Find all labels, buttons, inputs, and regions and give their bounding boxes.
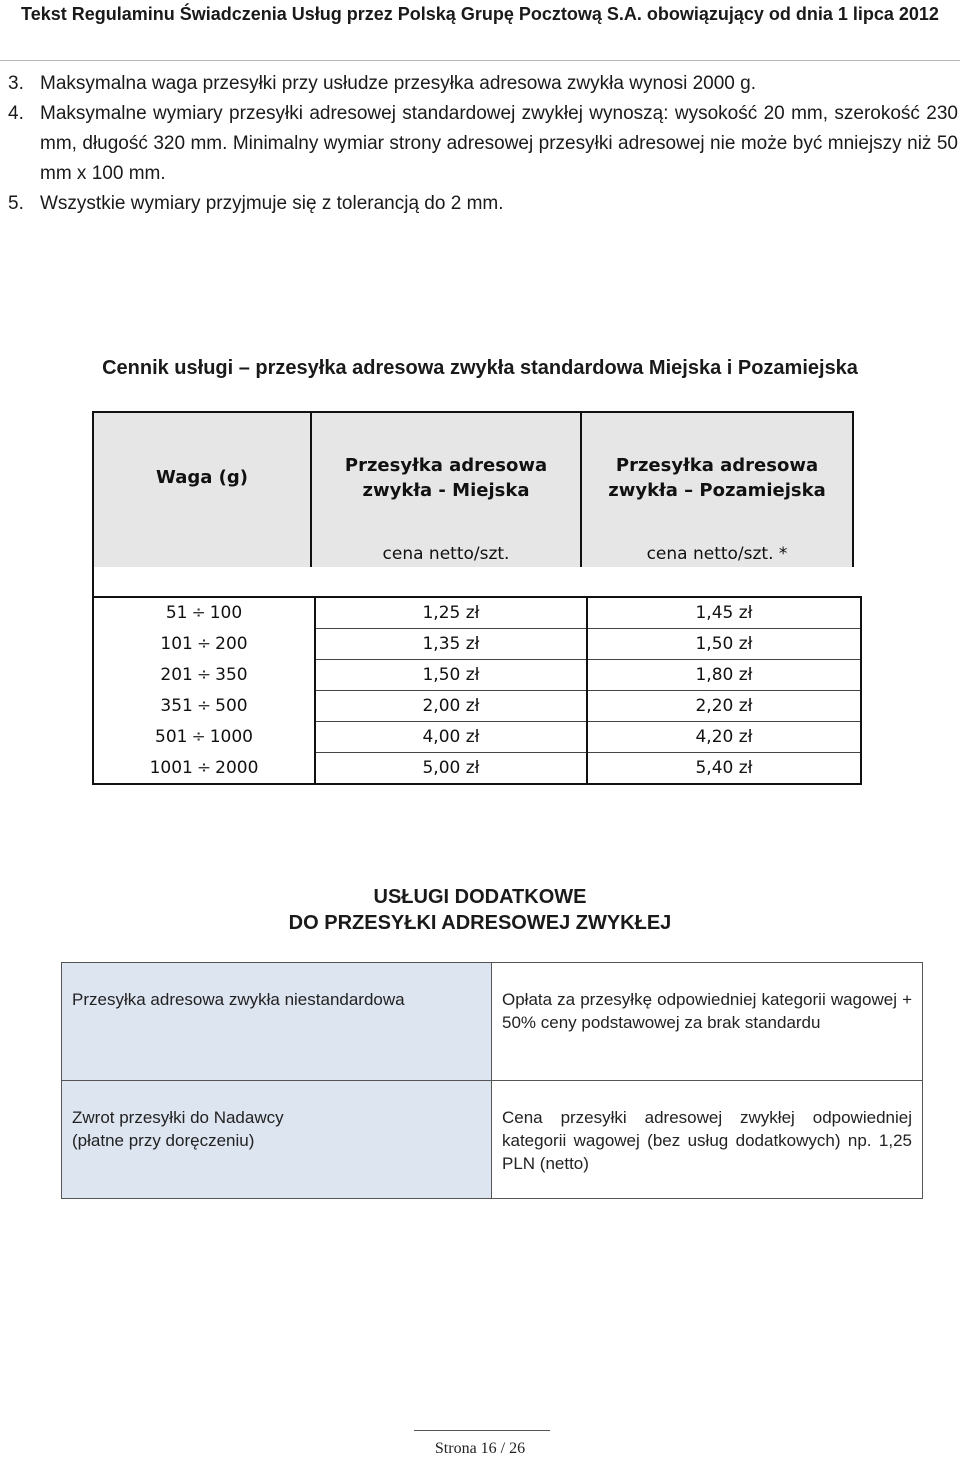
weight-to: 350 [215,665,248,685]
rule-number: 3. [8,73,24,94]
weight-range-cell [93,597,315,629]
price-pozamiejska-cell: 1,50 zł [587,629,861,660]
weight-to: 1000 [209,727,253,747]
weight-to: 200 [215,634,248,654]
extra-service-name: Zwrot przesyłki do Nadawcy [72,1108,284,1127]
header-label-pozamiejska-2: zwykła – Pozamiejska [608,480,826,501]
extra-service-cell [62,1081,492,1199]
header-label-miejska-2: zwykła - Miejska [362,480,530,501]
rule-item-5 [8,189,958,219]
table-row [93,691,861,722]
header-sub-miejska: cena netto/szt. [382,544,510,564]
table-row [93,753,861,785]
rule-number: 4. [8,103,24,124]
header-label-miejska-1: Przesyłka adresowa [344,455,548,476]
page-number: Strona 16 / 26 [434,1440,526,1457]
rule-text: Maksymalne wymiary przesyłki adresowej standardowej zwykłej wynoszą: wysokość 20 mm, szerokość 230 mm, długość 320 mm. Minimalny wymiar strony adresowej przesyłki adresowej nie może być mniejszy niż 50 mm x 100 mm. [40,103,958,184]
weight-from: 351 [160,696,193,716]
weight-to: 500 [215,696,248,716]
price-miejska-cell: 1,35 zł [315,629,587,660]
document-header: Tekst Regulaminu Świadczenia Usług przez Polską Grupę Pocztową S.A. obowiązujący od dnia 1 lipca 2012 [21,4,939,24]
price-table-title: Cennik usługi – przesyłka adresowa zwykła standardowa Miejska i Pozamiejska [102,357,858,379]
range-separator: ÷ [196,696,212,716]
header-cell-miejska [312,411,582,567]
price-pozamiejska-cell: 1,45 zł [587,597,861,629]
extras-table [61,962,923,1199]
header-cell-weight [92,411,312,567]
price-pozamiejska-cell: 1,80 zł [587,660,861,691]
table-row [93,722,861,753]
extra-fee-cell [492,1081,923,1199]
table-row [93,629,861,660]
extra-service-note: (płatne przy doręczeniu) [72,1131,255,1150]
price-pozamiejska-cell: 5,40 zł [587,753,861,785]
weight-to: 2000 [215,757,259,778]
extras-title-line2: DO PRZESYŁKI ADRESOWEJ ZWYKŁEJ [288,912,672,934]
extra-fee-cell [492,963,923,1081]
range-separator: ÷ [196,665,212,685]
footer-divider [414,1430,550,1431]
weight-from: 51 [165,603,188,624]
extra-fee-text: Opłata za przesyłkę odpowiedniej kategorii wagowej + 50% ceny podstawowej za brak standardu [502,990,912,1032]
extra-service-name: Przesyłka adresowa zwykła niestandardowa [72,990,405,1009]
weight-from: 101 [160,634,193,654]
weight-from: 501 [155,727,188,747]
weight-from: 1001 [149,757,193,778]
weight-range-cell [93,691,315,722]
weight-range-cell [93,722,315,753]
price-miejska-cell: 1,25 zł [315,597,587,629]
extra-service-cell [62,963,492,1081]
rule-text: Maksymalna waga przesyłki przy usłudze przesyłka adresowa zwykła wynosi 2000 g. [40,73,756,94]
range-separator: ÷ [196,634,212,654]
weight-range-cell [93,753,315,785]
header-cell-pozamiejska [582,411,854,567]
extra-fee-text: Cena przesyłki adresowej zwykłej odpowiedniej kategorii wagowej (bez usług dodatkowych) np. 1,25 PLN (netto) [502,1108,912,1173]
price-pozamiejska-cell: 2,20 zł [587,691,861,722]
weight-range-cell [93,660,315,691]
weight-range-cell [93,629,315,660]
range-separator: ÷ [196,757,212,778]
table-left-border [92,567,94,597]
header-divider [0,60,960,61]
header-label-pozamiejska-1: Przesyłka adresowa [615,455,819,476]
weight-from: 201 [160,665,193,685]
price-miejska-cell: 5,00 zł [315,753,587,785]
price-miejska-cell: 1,50 zł [315,660,587,691]
rules-list [8,69,958,219]
extras-title [0,884,960,936]
extras-title-line1: USŁUGI DODATKOWE [373,886,587,908]
price-miejska-cell: 4,00 zł [315,722,587,753]
header-sub-pozamiejska: cena netto/szt. * [646,544,788,564]
price-miejska-cell: 2,00 zł [315,691,587,722]
table-row [93,660,861,691]
rule-number: 5. [8,193,24,214]
rule-item-4 [8,99,958,189]
table-row [62,963,923,1081]
price-table-header [92,411,854,567]
table-row [62,1081,923,1199]
range-separator: ÷ [191,603,206,624]
range-separator: ÷ [191,727,206,747]
price-table [92,596,862,785]
price-pozamiejska-cell: 4,20 zł [587,722,861,753]
header-label-weight: Waga (g) [156,467,248,488]
weight-to: 100 [209,603,243,624]
rule-item-3 [8,69,958,99]
rule-text: Wszystkie wymiary przyjmuje się z tolerancją do 2 mm. [40,193,504,214]
table-row [93,597,861,629]
